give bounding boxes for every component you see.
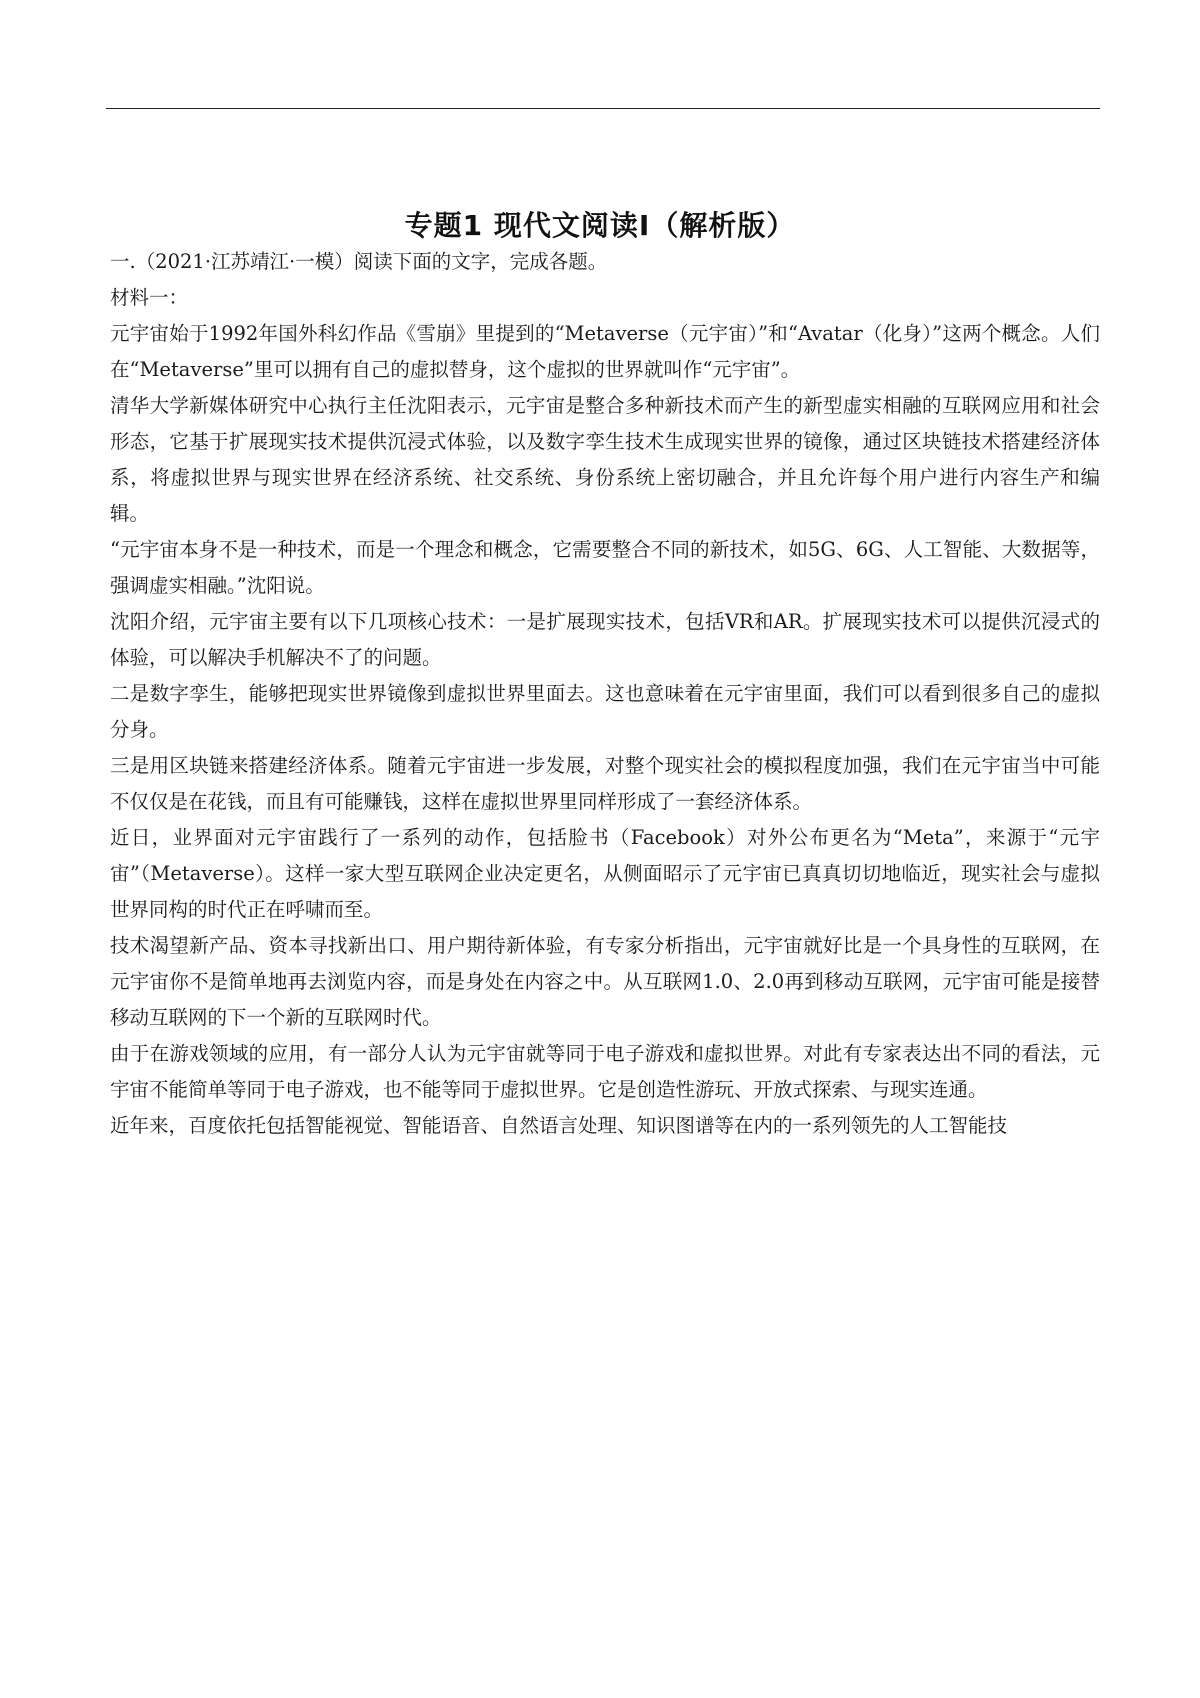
document-title: 专题1 现代文阅读I（解析版） (404, 209, 796, 242)
paragraph: 沈阳介绍，元宇宙主要有以下几项核心技术：一是扩展现实技术，包括VR和AR。扩展现实技术可以提供沉浸式的体验，可以解决手机解决不了的问题。 (110, 610, 1100, 669)
paragraph: “元宇宙本身不是一种技术，而是一个理念和概念，它需要整合不同的新技术，如5G、6G、人工智能、大数据等，强调虚实相融。”沈阳说。 (110, 538, 1100, 597)
paragraph: 近年来，百度依托包括智能视觉、智能语音、自然语言处理、知识图谱等在内的一系列领先的人工智能技 (110, 1114, 1008, 1137)
paragraph: 近日，业界面对元宇宙践行了一系列的动作，包括脸书（Facebook）对外公布更名为“Meta”，来源于“元宇宙”（Metaverse）。这样一家大型互联网企业决定更名，从侧面昭示了元宇宙已真真切切地临近，现实社会与虚拟世界同构的时代正在呼啸而至。 (110, 826, 1100, 921)
paragraph: 清华大学新媒体研究中心执行主任沈阳表示，元宇宙是整合多种新技术而产生的新型虚实相融的互联网应用和社会形态，它基于扩展现实技术提供沉浸式体验，以及数字孪生技术生成现实世界的镜像，通过区块链技术搭建经济体系，将虚拟世界与现实世界在经济系统、社交系统、身份系统上密切融合，并且允许每个用户进行内容生产和编辑。 (110, 394, 1100, 525)
paragraph: 三是用区块链来搭建经济体系。随着元宇宙进一步发展，对整个现实社会的模拟程度加强，我们在元宇宙当中可能不仅仅是在花钱，而且有可能赚钱，这样在虚拟世界里同样形成了一套经济体系。 (110, 754, 1100, 813)
document-body (110, 232, 1100, 1144)
question-intro: 一.（2021·江苏靖江·一模）阅读下面的文字，完成各题。 (110, 250, 608, 273)
paragraph: 技术渴望新产品、资本寻找新出口、用户期待新体验，有专家分析指出，元宇宙就好比是一个具身性的互联网，在元宇宙你不是简单地再去浏览内容，而是身处在内容之中。从互联网1.0、2.0再到移动互联网，元宇宙可能是接替移动互联网的下一个新的互联网时代。 (110, 934, 1100, 1029)
paragraph: 由于在游戏领域的应用，有一部分人认为元宇宙就等同于电子游戏和虚拟世界。对此有专家表达出不同的看法，元宇宙不能简单等同于电子游戏，也不能等同于虚拟世界。它是创造性游玩、开放式探索、与现实连通。 (110, 1042, 1100, 1101)
paragraph: 元宇宙始于1992年国外科幻作品《雪崩》里提到的“Metaverse（元宇宙）”和“Avatar（化身）”这两个概念。人们在“Metaverse”里可以拥有自己的虚拟替身，这个虚拟的世界就叫作“元宇宙”。 (110, 322, 1100, 381)
paragraph: 二是数字孪生，能够把现实世界镜像到虚拟世界里面去。这也意味着在元宇宙里面，我们可以看到很多自己的虚拟分身。 (110, 682, 1100, 741)
header-rule (106, 108, 1100, 109)
material-label: 材料一： (110, 286, 189, 309)
